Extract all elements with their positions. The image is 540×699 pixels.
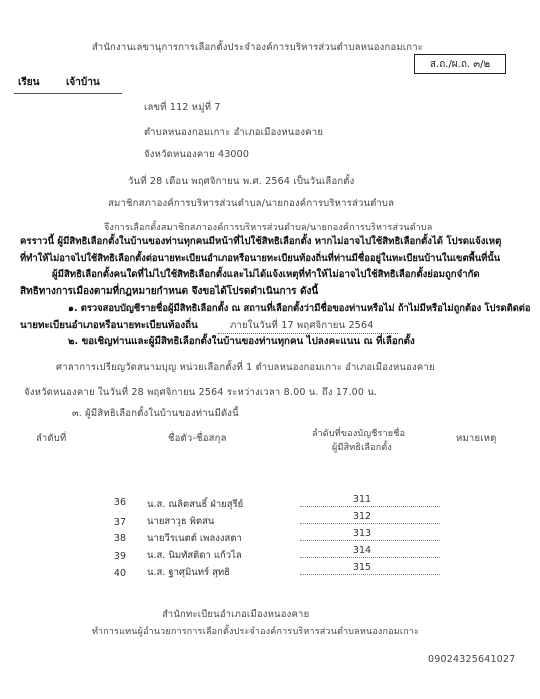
row-dotted-line — [300, 523, 440, 524]
row-list-number: 312 — [352, 511, 372, 522]
row-voter-name: น.ส. นิมทัสติดา แก้วไล — [147, 550, 242, 561]
row-voter-name: น.ส. ณลิตสนธิ์ ฝ่ายสุรีย์ — [147, 499, 244, 510]
col-header-name: ชื่อตัว-ชื่อสกุล — [168, 433, 227, 444]
paragraph-1-line-4: สิทธิทางการเมืองตามที่กฎหมายกำหนด จึงขอได้โปรดดำเนินการ ดังนี้ — [20, 286, 319, 297]
row-seq-number: 37 — [113, 517, 126, 528]
item-1-line-2: นายทะเบียนอำเภอหรือนายทะเบียนท้องถิ่น — [20, 320, 198, 331]
paragraph-1-line-1: ครราวนี้ ผู้มีสิทธิเลือกตั้งในบ้านของท่านทุกคนมีหน้าที่ไปใช้สิทธิเลือกตั้ง หากไม่อาจไปใช้สิทธิเลือกตั้งได้ โปรดแจ้งเหตุ — [20, 236, 502, 247]
row-dotted-line — [300, 574, 440, 575]
row-dotted-line — [300, 557, 440, 558]
venue-line-2: จังหวัดหนองคาย ในวันที่ 28 พฤศจิกายน 2564 ระหว่างเวลา 8.00 น. ถึง 17.00 น. — [24, 387, 378, 398]
election-type-line: สมาชิกสภาองค์การบริหารส่วนตำบล/นายกองค์การบริหารส่วนตำบล — [108, 198, 395, 209]
row-list-number: 313 — [352, 528, 372, 539]
subdistrict-line: ตำบลหนองกอมเกาะ อำเภอเมืองหนองคาย — [144, 127, 324, 138]
address-rule — [14, 93, 122, 94]
registrar-line: สำนักทะเบียนอำเภอเมืองหนองคาย — [162, 609, 310, 620]
paragraph-1-line-3: ผู้มีสิทธิเลือกตั้งคนใดที่ไม่ไปใช้สิทธิเลือกตั้งและไม่ได้แจ้งเหตุที่ทำให้ไม่อาจไปใช้สิทธิเลือกตั้งย่อมถูกจำกัด — [52, 269, 480, 280]
house-number-line: เลขที่ 112 หมู่ที่ 7 — [144, 102, 221, 113]
row-voter-name: น.ส. ฐาศุมินทร์ สุทธิ — [147, 567, 230, 578]
row-list-number: 314 — [352, 545, 372, 556]
item-1-line-1: ๑. ตรวจสอบบัญชีรายชื่อผู้มีสิทธิเลือกตั้ง ณ สถานที่เลือกตั้งว่ามีชื่อของท่านหรือไม่ ถ้าไม่มีหรือไม่ถูกต้อง โปรดติดต่อ — [68, 303, 531, 314]
office-signature-line: ทำการแทนผู้อำนวยการการเลือกตั้งประจำองค์การบริหารส่วนตำบลหนองกอมเกาะ — [92, 627, 420, 637]
election-date-line: วันที่ 28 เดือน พฤศจิกายน พ.ศ. 2564 เป็นวันเลือกตั้ง — [128, 176, 355, 187]
form-code-box: ส.ถ./ผ.ถ. ๓/๒ — [414, 54, 506, 74]
province-line: จังหวัดหนองคาย 43000 — [144, 149, 250, 160]
paragraph-1-line-2: ที่ทำให้ไม่อาจไปใช้สิทธิเลือกตั้งต่อนายทะเบียนอำเภอหรือนายทะเบียนท้องถิ่นที่ท่านมีชื่ออยู่ในทะเบียนบ้านในเขตพื้นที่นั้น — [20, 253, 501, 264]
deadline-dotted-line — [218, 333, 398, 334]
col-header-list-no-l2: ผู้มีสิทธิเลือกตั้ง — [332, 443, 393, 453]
row-seq-number: 40 — [113, 568, 126, 579]
row-seq-number: 38 — [113, 533, 126, 544]
office-header-line: สำนักงานเลขานุการการเลือกตั้งประจำองค์การบริหารส่วนตำบลหนองกอมเกาะ — [92, 42, 424, 53]
row-voter-name: นายสาวุธ พิตสน — [147, 516, 215, 527]
item-1-deadline: ภายในวันที่ 17 พฤศจิกายน 2564 — [230, 320, 374, 331]
typed-notice-line: จึงการเลือกตั้งสมาชิกสภาองค์การบริหารส่วนตำบล/นายกองค์การบริหารส่วนตำบล — [104, 223, 433, 233]
col-header-note: หมายเหตุ — [456, 433, 497, 444]
row-voter-name: นายวีรเนตต์ เพลงงสตา — [147, 533, 242, 544]
salutation-label: เรียน — [18, 77, 40, 88]
row-dotted-line — [300, 540, 440, 541]
item-2-line: ๒. ขอเชิญท่านและผู้มีสิทธิเลือกตั้งในบ้านของท่านทุกคน ไปลงคะแนน ณ ที่เลือกตั้ง — [68, 336, 415, 347]
row-seq-number: 36 — [113, 497, 126, 508]
venue-line-1: ศาลาการเปรียญวัดสนามบุญ หน่วยเลือกตั้งที่ 1 ตำบลหนองกอมเกาะ อำเภอเมืองหนองคาย — [56, 362, 435, 373]
row-list-number: 311 — [352, 494, 372, 505]
item-3-line: ๓. ผู้มีสิทธิเลือกตั้งในบ้านของท่านมีดังนี้ — [72, 408, 239, 419]
row-seq-number: 39 — [113, 551, 126, 562]
barcode-number: 09024325641027 — [428, 654, 516, 665]
row-list-number: 315 — [352, 562, 372, 573]
recipient-label: เจ้าบ้าน — [66, 77, 100, 88]
row-dotted-line — [300, 506, 440, 507]
col-header-list-no-l1: ลำดับที่ของบัญชีรายชื่อ — [312, 429, 406, 439]
col-header-seq: ลำดับที่ — [36, 433, 67, 444]
